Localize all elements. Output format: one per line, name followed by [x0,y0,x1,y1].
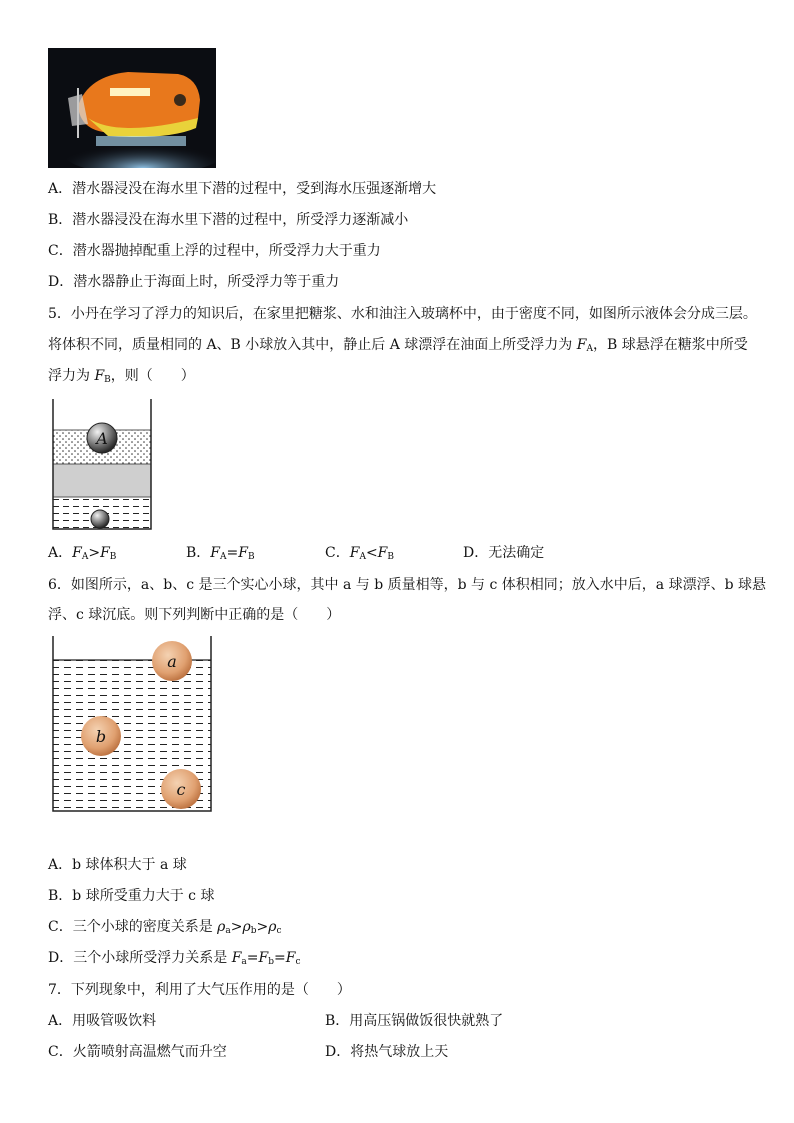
q6-stem-line2: 浮、c 球沉底。则下列判断中正确的是（ ） [48,607,341,623]
q6-stem-line1: 6．如图所示，a、b、c 是三个实心小球，其中 a 与 b 质量相等，b 与 c 体积相同；放入水中后，a 球漂浮、b 球悬 [48,577,766,593]
q4-option-a: A．潜水器浸没在海水里下潜的过程中，受到海水压强逐渐增大 [48,181,437,197]
water-layer [53,464,151,497]
ball-c-label: c [176,780,186,799]
q4-option-d: D．潜水器静止于海面上时，所受浮力等于重力 [48,274,340,290]
q6-option-d: D．三个小球所受浮力关系是 $F_a=F_b=F_c$ [48,950,301,967]
q6-option-c: C．三个小球的密度关系是 $\rho_a>\rho_b>\rho_c$ [48,919,282,936]
q6-container-diagram [51,636,215,818]
q4-option-b: B．潜水器浸没在海水里下潜的过程中，所受浮力逐渐减小 [48,212,409,228]
q7-stem: 7．下列现象中，利用了大气压作用的是（ ） [48,982,351,998]
q5-glass-diagram [52,398,154,536]
q4-option-c: C．潜水器抛掉配重上浮的过程中，所受浮力大于重力 [48,243,381,259]
ball-a-label: A [96,429,108,448]
q7-option-d: D．将热气球放上天 [325,1044,449,1060]
q5-stem-line1: 5．小丹在学习了浮力的知识后，在家里把糖浆、水和油注入玻璃杯中，由于密度不同，如图所示液体会分成三层。 [48,306,757,322]
q5-option-d: D．无法确定 [463,545,545,561]
q5-stem-line2: 将体积不同，质量相同的 A、B 小球放入其中，静止后 A 球漂浮在油面上所受浮力为 $F_A$，B 球悬浮在糖浆中所受 [48,337,748,354]
q7-option-b: B．用高压锅做饭很快就熟了 [325,1013,504,1029]
q6-option-b: B．b 球所受重力大于 c 球 [48,888,215,904]
q5-option-c: C．$F_A<F_B$ [325,545,395,562]
q7-option-a: A．用吸管吸饮料 [48,1013,157,1029]
ball-b-label: b [95,727,107,746]
q6-option-a: A．b 球体积大于 a 球 [48,857,187,873]
q5-option-a: A．$F_A>F_B$ [48,545,117,562]
q5-stem-line3: 浮力为 $F_B$，则（ ） [48,368,195,385]
ball-b [91,510,109,528]
q7-option-c: C．火箭喷射高温燃气而升空 [48,1044,227,1060]
ball-a-label: a [167,652,177,671]
q5-option-b: B．$F_A=F_B$ [186,545,255,562]
submersible-photo [48,48,216,168]
